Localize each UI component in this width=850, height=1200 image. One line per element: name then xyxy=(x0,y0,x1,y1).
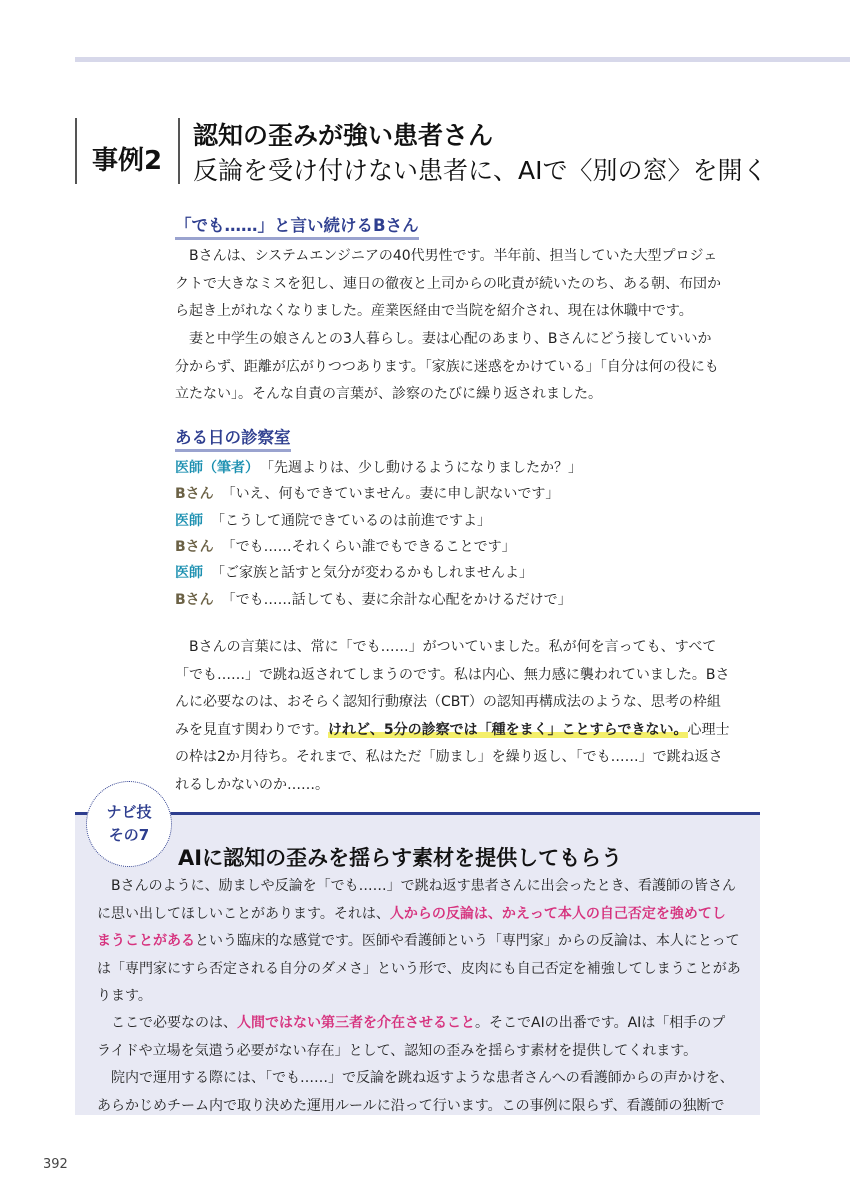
paragraph-background: Bさんは、システムエンジニアの40代男性です。半年前、担当していた大型プロジェ クトで大きなミスを犯し、連日の徹夜と上司からの叱責が続いたのち、ある朝、布団か ら起き上がれなくなりました。産業医経由で当院を紹介され、現在は休職中です。 xyxy=(175,248,721,319)
badge-line-1: ナビ技 xyxy=(106,803,152,821)
text-run: 心理士 の枠は2か月待ち。それまで、私はただ「励まし」を繰り返し、「でも……」で跳ね返さ れるしかないのか……。 xyxy=(175,721,730,793)
dialogue-line xyxy=(175,536,516,561)
speaker-patient: Bさん xyxy=(175,592,214,608)
heading-text: ある日の診察室 xyxy=(175,428,291,447)
case-separator xyxy=(178,118,180,184)
emphasis-text: 人間ではない第三者を介在させること xyxy=(237,1015,475,1031)
badge-line-2: その7 xyxy=(108,826,150,844)
case-label: 事例2 xyxy=(92,146,163,176)
dialogue-line xyxy=(175,510,491,535)
speaker-patient: Bさん xyxy=(175,486,214,502)
text-run: 。そこでAIの出番です。AIは「相手のプ ライドや立場を気遣う必要がない存在」として、認知の歪みを揺らす素材を提供してくれます。 xyxy=(97,1015,726,1059)
dialogue-text: 「先週よりは、少し動けるようになりましたか？」 xyxy=(267,460,582,476)
emphasis-text: 人からの反論は、かえって本人の自己否定を強めてし まうことがある xyxy=(97,905,726,949)
text-run: という臨床的な感覚です。医師や看護師という「専門家」からの反論は、本人にとって は「専門家にすら否定される自分のダメさ」という形で、皮肉にも自己否定を補強してしまうことがあ ります。 xyxy=(97,933,741,1004)
tip-paragraph-2 xyxy=(97,1010,742,1065)
tip-badge xyxy=(86,781,172,867)
heading-underline xyxy=(175,237,419,240)
case-subtitle: 反論を受け付けない患者に、AIで〈別の窓〉を開く xyxy=(193,156,768,185)
case-header xyxy=(75,118,835,186)
dialogue-line xyxy=(175,562,533,587)
dialogue-line xyxy=(175,589,572,614)
dialogue-text: 「でも……それくらい誰でもできることです」 xyxy=(221,539,516,555)
tip-title: AIに認知の歪みを揺らす素材を提供してもらう xyxy=(178,846,623,870)
dialogue-text: 「でも……話しても、妻に余計な心配をかけるだけで」 xyxy=(221,592,572,608)
paragraph-family: 妻と中学生の娘さんとの3人暮らし。妻は心配のあまり、Bさんにどう接していいか 分からず、距離が広がりつつあります。「家族に迷惑をかけている」「自分は何の役にも 立たない」。そんな自責の言葉が、診察のたびに繰り返されました。 xyxy=(175,331,719,402)
section-heading-exam-room xyxy=(175,424,291,448)
text-run: Bさんのように、励ましや反論を「でも……」で跳ね返す患者さんに出会ったとき、看護師の皆さん に思い出してほしいことがあります。それは、 xyxy=(97,878,737,922)
tip-paragraph-1 xyxy=(97,873,742,1011)
paragraph-reflection xyxy=(175,634,750,799)
text-run: Bさんの言葉には、常に「でも……」がついていました。私が何を言っても、すべて 「でも……」で跳ね返されてしまうのです。私は内心、無力感に襲われていました。Bさ んに必要なのは、おそらく認知行動療法（CBT）の認知再構成法のような、思考の枠組 みを見直す関わりです。 xyxy=(175,639,730,738)
case-title: 認知の歪みが強い患者さん xyxy=(193,121,494,150)
dialogue-line xyxy=(175,483,559,508)
text-run: ここで必要なのは、 xyxy=(111,1015,237,1031)
dialogue-text: 「こうして通院できているのは前進ですよ」 xyxy=(211,513,491,529)
case-left-bar xyxy=(75,118,77,184)
dialogue-text: 「いえ、何もできていません。妻に申し訳ないです」 xyxy=(221,486,560,502)
heading-underline xyxy=(175,449,291,452)
section-heading-b-san xyxy=(175,212,419,236)
heading-text: 「でも……」と言い続けるBさん xyxy=(175,216,419,235)
page-number: 392 xyxy=(43,1157,68,1172)
top-rule xyxy=(75,57,850,62)
highlighted-text: けれど、5分の診察では「種をまく」ことすらできない。 xyxy=(327,721,688,738)
speaker-doctor: 医師 xyxy=(175,565,203,581)
dialogue-line xyxy=(175,457,582,482)
dialogue-text: 「ご家族と話すと気分が変わるかもしれませんよ」 xyxy=(211,565,533,581)
speaker-doctor: 医師（筆者） xyxy=(175,460,259,476)
speaker-patient: Bさん xyxy=(175,539,214,555)
speaker-doctor: 医師 xyxy=(175,513,203,529)
tip-paragraph-3: 院内で運用する際には、「でも……」で反論を跳ね返すような患者さんへの看護師からの声かけを、 あらかじめチーム内で取り決めた運用ルールに沿って行います。この事例に限らず、看護師の独断で xyxy=(97,1070,734,1114)
tip-top-rule xyxy=(75,812,760,815)
